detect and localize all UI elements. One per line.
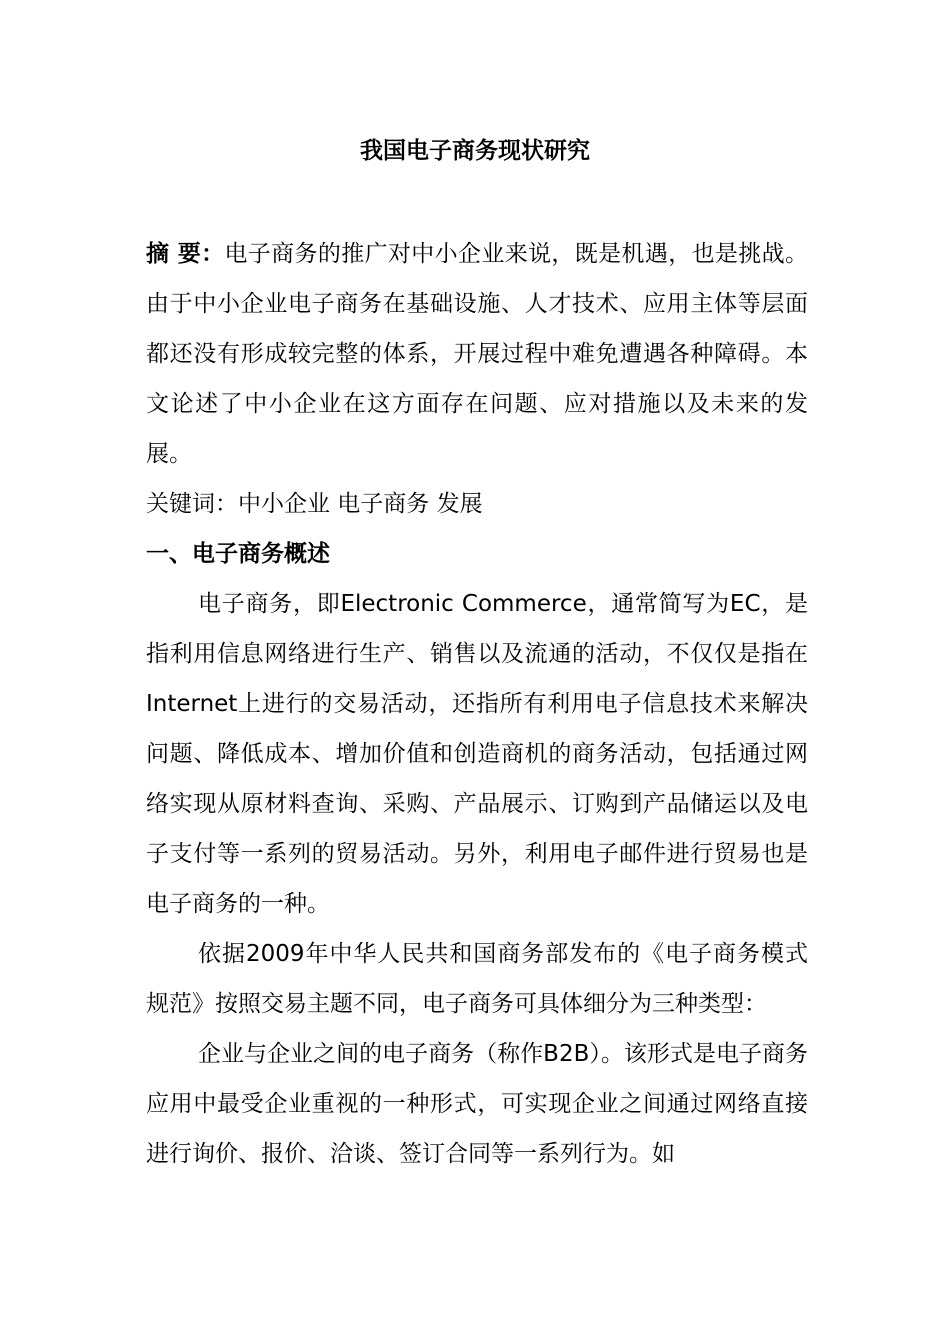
document-body: [146, 229, 808, 1179]
abstract-text: 电子商务的推广对中小企业来说，既是机遇，也是挑战。由于中小企业电子商务在基础设施、人才技术、应用主体等层面都还没有形成较完整的体系，开展过程中难免遭遇各种障碍。本文论述了中小企业在这方面存在问题、应对措施以及未来的发展。: [146, 241, 808, 467]
body-paragraph-3: 企业与企业之间的电子商务（称作B2B）。该形式是电子商务应用中最受企业重视的一种形式，可实现企业之间通过网络直接进行询价、报价、洽谈、签订合同等一系列行为。如: [146, 1041, 808, 1167]
abstract-paragraph: [146, 229, 808, 479]
section-heading: 一、电子商务概述: [146, 541, 330, 567]
body-paragraph-2: 依据2009年中华人民共和国商务部发布的《电子商务模式规范》按照交易主题不同，电子商务可具体细分为三种类型：: [146, 941, 808, 1017]
document-title: 我国电子商务现状研究: [360, 138, 590, 164]
body-paragraph-1: 电子商务，即Electronic Commerce，通常简写为EC，是指利用信息网络进行生产、销售以及流通的活动，不仅仅是指在Internet上进行的交易活动，还指所有利用电子信息技术来解决问题、降低成本、增加价值和创造商机的商务活动，包括通过网络实现从原材料查询、采购、产品展示、订购到产品储运以及电子支付等一系列的贸易活动。另外，利用电子邮件进行贸易也是电子商务的一种。: [146, 591, 808, 917]
keywords-line: 关键词：中小企业 电子商务 发展: [146, 491, 483, 517]
abstract-label: 摘 要：: [146, 241, 225, 267]
